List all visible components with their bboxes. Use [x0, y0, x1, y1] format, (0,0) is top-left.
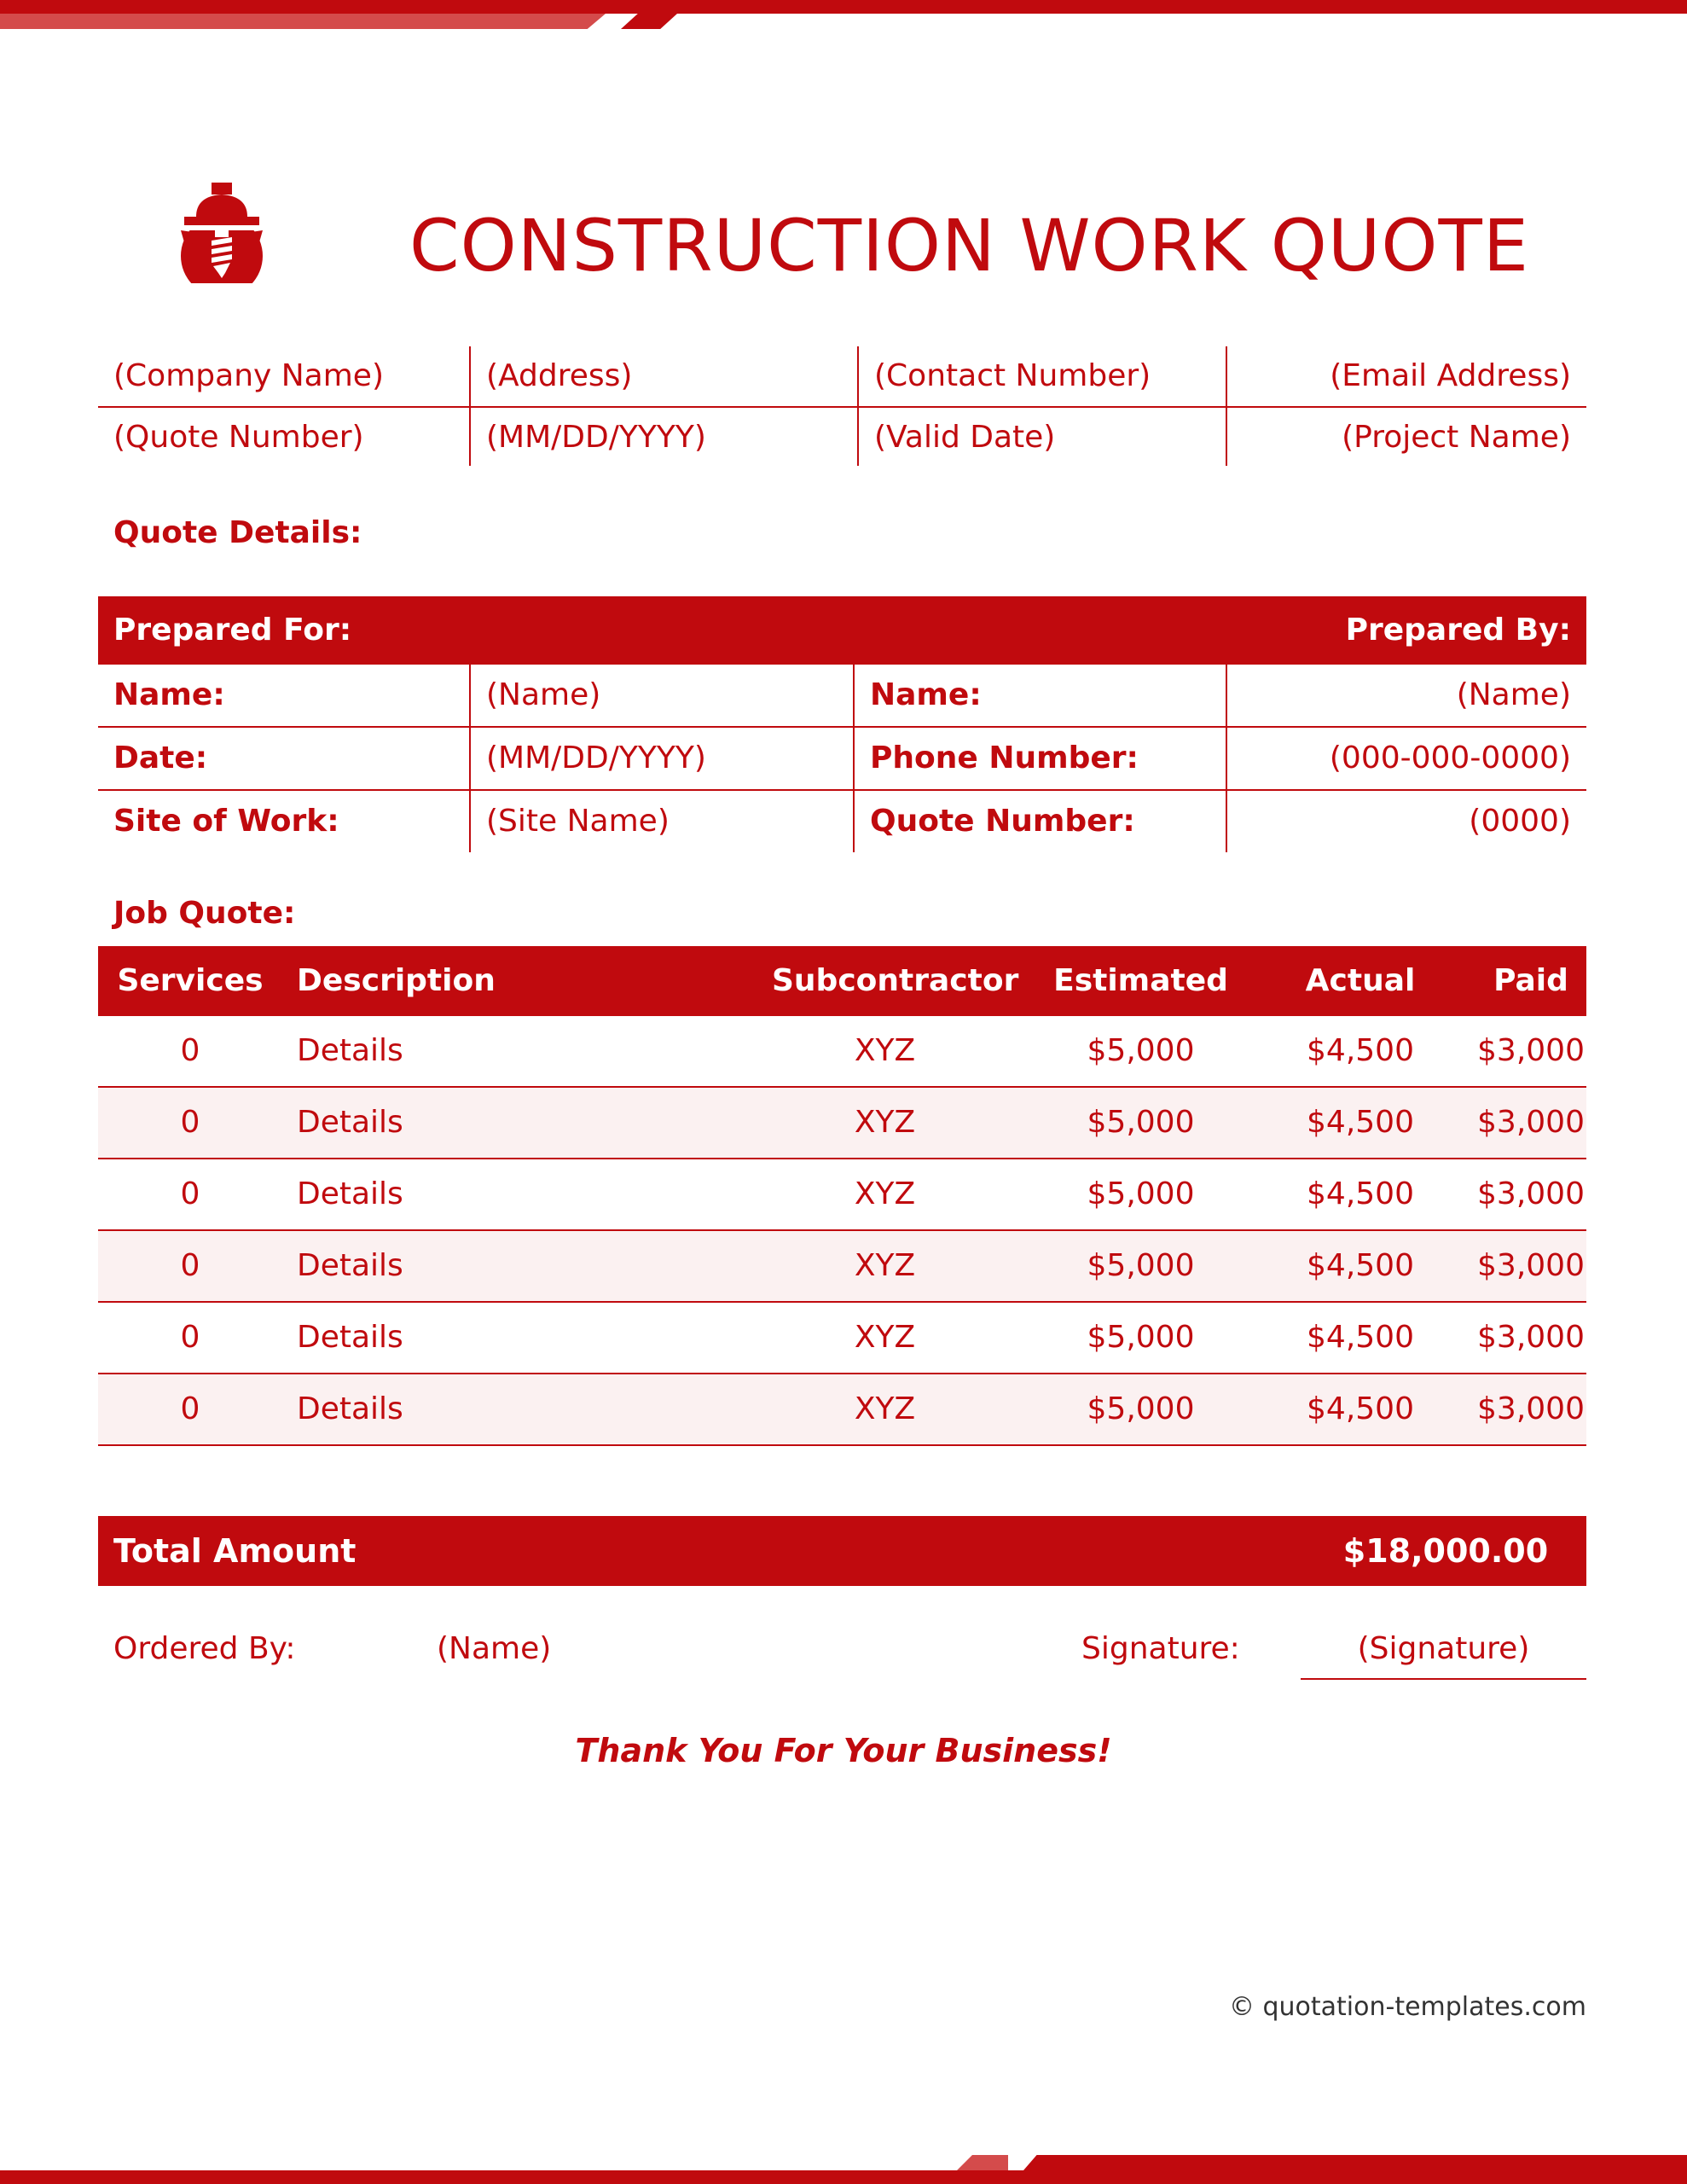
divider — [1226, 665, 1227, 852]
description-cell: Details — [297, 1248, 403, 1283]
company-info-grid — [98, 346, 1586, 466]
prepared-for-label: Prepared For: — [113, 613, 352, 648]
paid-cell: $3,000 — [1477, 1105, 1585, 1140]
paid-cell: $3,000 — [1477, 1320, 1585, 1355]
description-cell: Details — [297, 1033, 403, 1068]
prepared-row — [98, 665, 1586, 728]
email-address: (Email Address) — [1330, 358, 1571, 393]
total-label: Total Amount — [113, 1532, 357, 1570]
divider — [853, 665, 855, 852]
page-title: CONSTRUCTION WORK QUOTE — [409, 204, 1529, 288]
estimated-cell: $5,000 — [1087, 1320, 1195, 1355]
estimated-cell: $5,000 — [1087, 1105, 1195, 1140]
field-label: Phone Number: — [870, 741, 1139, 775]
description-cell: Details — [297, 1391, 403, 1426]
actual-cell: $4,500 — [1307, 1176, 1414, 1211]
ordered-by-label: Ordered By: — [113, 1631, 296, 1666]
service-cell: 0 — [180, 1248, 200, 1283]
col-estimated: Estimated — [1053, 963, 1228, 998]
table-row — [98, 1231, 1586, 1303]
contact-number: (Contact Number) — [874, 358, 1151, 393]
service-cell: 0 — [180, 1320, 200, 1355]
col-services: Services — [117, 963, 264, 998]
actual-cell: $4,500 — [1307, 1033, 1414, 1068]
valid-date: (Valid Date) — [874, 420, 1056, 455]
copyright-footer: © quotation-templates.com — [1228, 1992, 1586, 2022]
field-value: (Site Name) — [486, 804, 670, 839]
col-subcontractor: Subcontractor — [772, 963, 1019, 998]
quote-number: (Quote Number) — [113, 420, 364, 455]
table-row — [98, 1088, 1586, 1159]
col-paid: Paid — [1493, 963, 1568, 998]
service-cell: 0 — [180, 1033, 200, 1068]
quote-date: (MM/DD/YYYY) — [486, 420, 706, 455]
bottom-accent-stripe — [1023, 2155, 1687, 2170]
field-label: Quote Number: — [870, 804, 1135, 839]
subcontractor-cell: XYZ — [854, 1320, 916, 1355]
total-bar — [98, 1516, 1586, 1586]
divider — [1226, 346, 1227, 466]
field-value: (MM/DD/YYYY) — [486, 741, 706, 775]
service-cell: 0 — [180, 1105, 200, 1140]
table-row — [98, 1303, 1586, 1374]
job-quote-label: Job Quote: — [113, 896, 296, 931]
worker-helmet-screw-icon — [177, 183, 266, 283]
service-cell: 0 — [180, 1391, 200, 1426]
prepared-row — [98, 791, 1586, 852]
subcontractor-cell: XYZ — [854, 1176, 916, 1211]
total-value: $18,000.00 — [1342, 1532, 1549, 1570]
estimated-cell: $5,000 — [1087, 1176, 1195, 1211]
subcontractor-cell: XYZ — [854, 1105, 916, 1140]
paid-cell: $3,000 — [1477, 1033, 1585, 1068]
prepared-header — [98, 596, 1586, 665]
paid-cell: $3,000 — [1477, 1176, 1585, 1211]
paid-cell: $3,000 — [1477, 1391, 1585, 1426]
description-cell: Details — [297, 1105, 403, 1140]
divider — [469, 665, 471, 852]
subcontractor-cell: XYZ — [854, 1033, 916, 1068]
prepared-row — [98, 728, 1586, 791]
table-row — [98, 1374, 1586, 1446]
subcontractor-cell: XYZ — [854, 1391, 916, 1426]
bottom-accent-notch — [957, 2155, 1008, 2170]
table-header — [98, 946, 1586, 1016]
estimated-cell: $5,000 — [1087, 1033, 1195, 1068]
bottom-accent-bar — [0, 2170, 1687, 2184]
company-info-row — [98, 346, 1586, 408]
field-value: (0000) — [1469, 804, 1571, 839]
project-name: (Project Name) — [1342, 420, 1571, 455]
signature-label: Signature: — [1081, 1631, 1240, 1666]
description-cell: Details — [297, 1176, 403, 1211]
subcontractor-cell: XYZ — [854, 1248, 916, 1283]
table-row — [98, 1159, 1586, 1231]
field-label: Date: — [113, 741, 208, 775]
col-description: Description — [297, 963, 496, 998]
table-row — [98, 1016, 1586, 1088]
ordered-by-value: (Name) — [437, 1631, 552, 1666]
actual-cell: $4,500 — [1307, 1105, 1414, 1140]
prepared-by-label: Prepared By: — [1345, 613, 1571, 648]
field-label: Name: — [870, 677, 982, 712]
actual-cell: $4,500 — [1307, 1391, 1414, 1426]
description-cell: Details — [297, 1320, 403, 1355]
divider — [469, 346, 471, 466]
top-accent-bar — [0, 0, 1687, 14]
field-label: Site of Work: — [113, 804, 339, 839]
field-value: (000-000-0000) — [1329, 741, 1571, 775]
col-actual: Actual — [1305, 963, 1416, 998]
thank-you-message: Thank You For Your Business! — [575, 1732, 1112, 1769]
estimated-cell: $5,000 — [1087, 1391, 1195, 1426]
divider — [857, 346, 859, 466]
quote-details-label: Quote Details: — [113, 515, 362, 550]
service-cell: 0 — [180, 1176, 200, 1211]
field-value: (Name) — [1456, 677, 1571, 712]
company-name: (Company Name) — [113, 358, 385, 393]
field-label: Name: — [113, 677, 225, 712]
actual-cell: $4,500 — [1307, 1320, 1414, 1355]
top-accent-notch — [621, 14, 677, 29]
signature-field[interactable]: (Signature) — [1357, 1631, 1530, 1666]
top-accent-stripe — [0, 14, 606, 29]
estimated-cell: $5,000 — [1087, 1248, 1195, 1283]
quote-info-row — [98, 408, 1586, 468]
paid-cell: $3,000 — [1477, 1248, 1585, 1283]
actual-cell: $4,500 — [1307, 1248, 1414, 1283]
address: (Address) — [486, 358, 633, 393]
field-value: (Name) — [486, 677, 601, 712]
signature-line — [1301, 1678, 1586, 1680]
